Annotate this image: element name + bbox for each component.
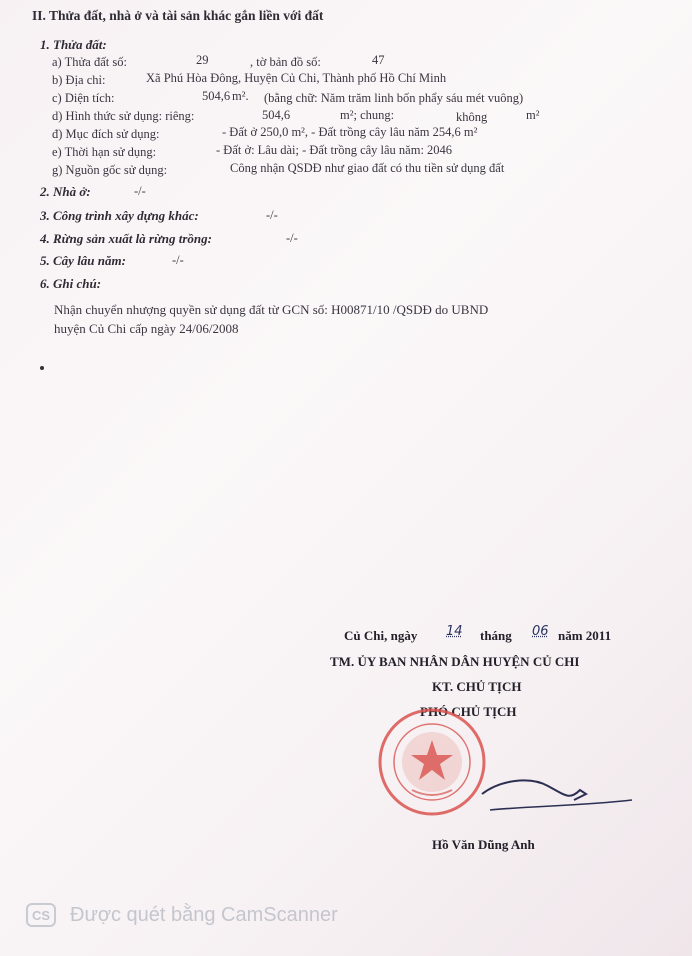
usage-shared-value: không [456,110,488,124]
notes-label: 6. Ghi chú: [40,276,102,291]
perennial-value: -/- [172,253,184,267]
origin-label: g) Nguồn gốc sử dụng: [52,163,168,177]
perennial-label: 5. Cây lâu năm: [40,253,126,268]
house-value: -/- [134,184,146,198]
forest-value: -/- [286,231,298,245]
on-behalf-title: KT. CHỦ TỊCH [432,679,522,694]
term-label: e) Thời hạn sử dụng: [52,145,157,159]
camscanner-watermark [26,903,338,927]
parcel-number-label: a) Thửa đất số: [52,55,127,69]
signer-name: Hồ Văn Dũng Anh [432,837,535,852]
address-label: b) Địa chỉ: [52,73,106,87]
usage-shared-unit: m² [526,108,540,122]
map-sheet-label: , tờ bản đồ số: [250,55,321,69]
purpose-value: - Đất ở 250,0 m², - Đất trồng cây lâu năm 254,6 m² [222,125,478,139]
usage-form-label: d) Hình thức sử dụng: riêng: [52,109,195,123]
construction-value: -/- [266,208,278,222]
address-value: Xã Phú Hòa Đông, Huyện Củ Chi, Thành phố Hồ Chí Minh [146,71,447,85]
signing-month: 06 [532,624,549,639]
construction-label: 3. Công trình xây dựng khác: [40,208,199,223]
signing-day: 14 [446,624,463,639]
area-value: 504,6 [202,89,231,103]
handwritten-signature [470,770,640,830]
signing-year: năm 2011 [558,628,612,643]
camscanner-logo-icon: CS [26,903,56,927]
origin-value: Công nhận QSDĐ như giao đất có thu tiền sử dụng đất [230,161,505,175]
forest-label: 4. Rừng sản xuất là rừng trồng: [40,231,212,246]
term-value: - Đất ở: Lâu dài; - Đất trồng cây lâu năm: 2046 [216,143,453,157]
watermark-text: Được quét bằng CamScanner [70,903,338,926]
parcel-heading: 1. Thửa đất: [40,37,107,52]
signing-month-label: tháng [480,628,512,643]
signing-place: Củ Chi, ngày [344,628,418,643]
map-sheet-value: 47 [372,53,385,67]
area-in-words: (bằng chữ: Năm trăm linh bốn phẩy sáu mét vuông) [264,91,524,105]
parcel-number-value: 29 [196,53,209,67]
authority-title: TM. ỦY BAN NHÂN DÂN HUYỆN CỦ CHI [330,654,580,669]
house-label: 2. Nhà ở: [40,184,91,199]
usage-private-value: 504,6 [262,108,291,122]
area-label: c) Diện tích: [52,91,115,105]
area-unit: m². [232,89,249,103]
section-title: II. Thửa đất, nhà ở và tài sản khác gắn liền với đất [32,8,324,23]
stray-dot [40,366,44,370]
purpose-label: đ) Mục đích sử dụng: [52,127,160,141]
notes-line-1: Nhận chuyển nhượng quyền sử dụng đất từ GCN số: H00871/10 /QSDĐ do UBND [54,302,489,317]
signer-title: PHÓ CHỦ TỊCH [420,704,517,719]
notes-line-2: huyện Củ Chi cấp ngày 24/06/2008 [54,321,239,336]
usage-shared-label: m²; chung: [340,108,395,122]
